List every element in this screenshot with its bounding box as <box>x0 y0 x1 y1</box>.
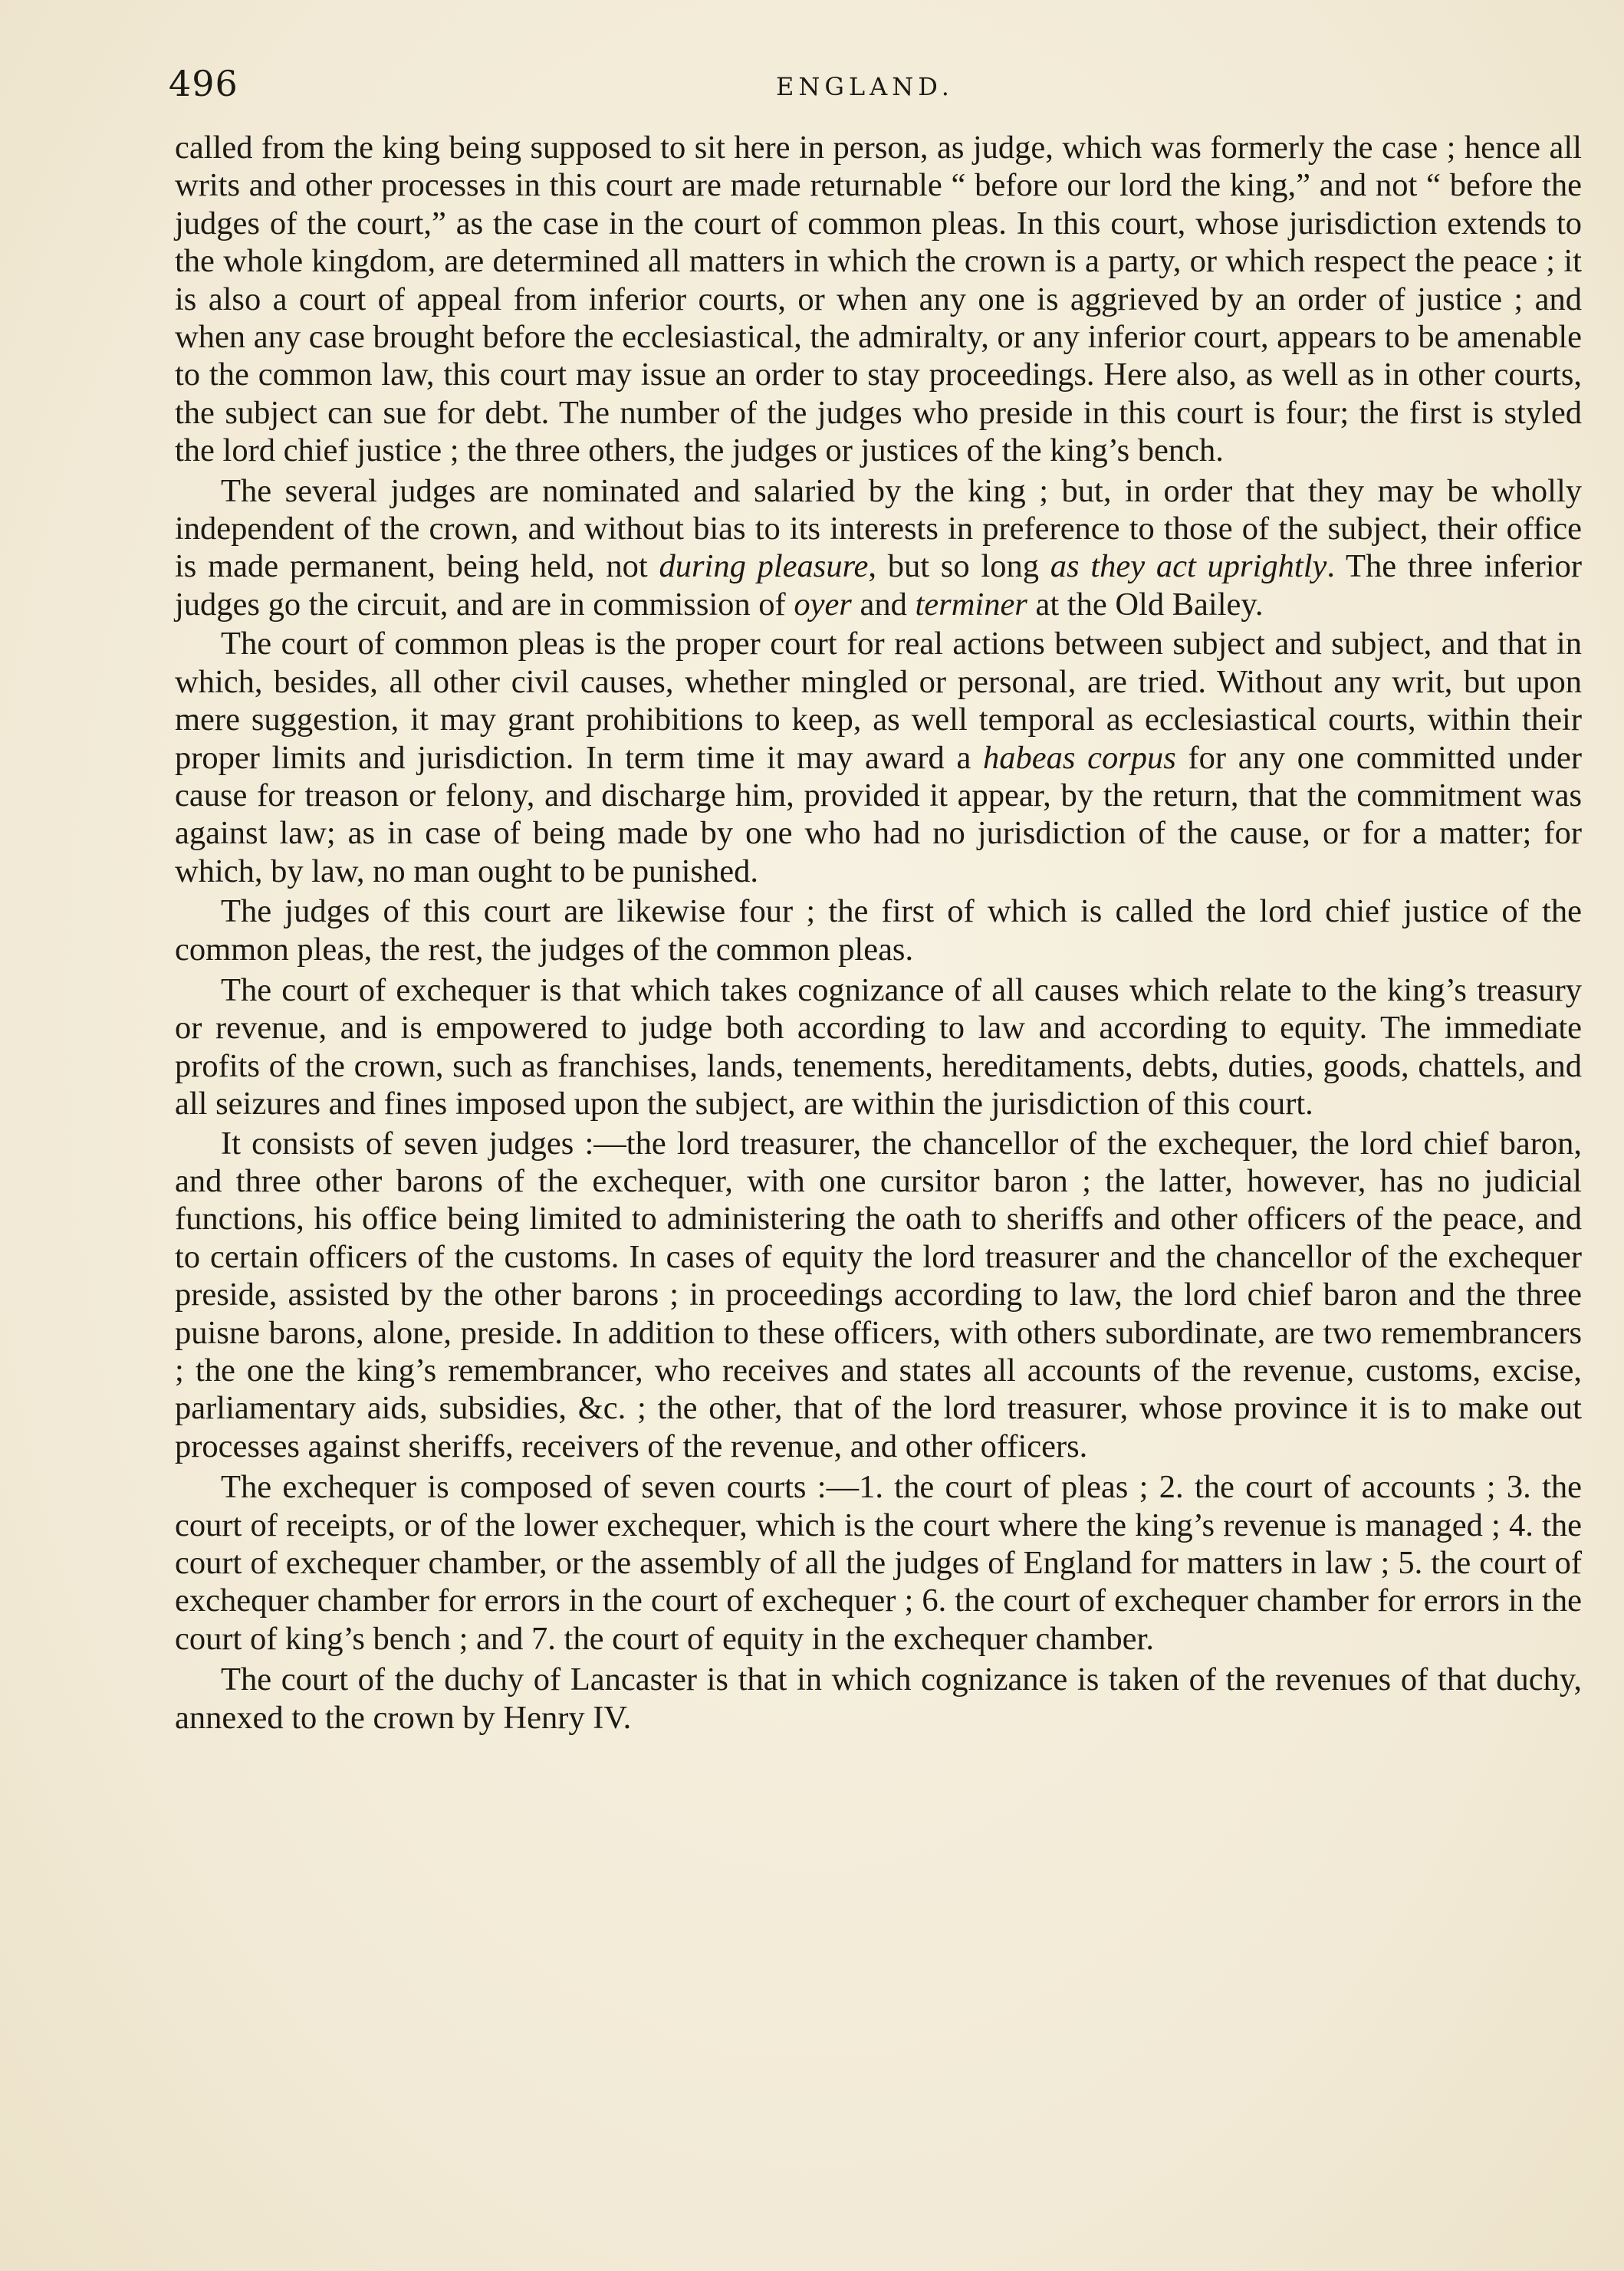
italic-phrase: habeas corpus <box>983 739 1176 776</box>
text-segment: The exchequer is composed of seven courts :—1. the court of pleas ; 2. the court of accounts ; 3. the court of receipts, or of the lower exchequer, which is the court where the king’s revenue is managed ; 4. the court of exchequer chamber, or the assembly of all the judges of England for matters in law ; 5. the court of exchequer chamber for errors in the court of exchequer ; 6. the court of exchequer chamber for errors in the court of king’s bench ; and 7. the court of equity in the exchequer chamber. <box>175 1469 1582 1657</box>
text-segment: The judges of this court are likewise four ; the first of which is called the lord chief justice of the common pleas, the rest, the judges of the common pleas. <box>175 893 1582 968</box>
running-title: ENGLAND. <box>776 72 954 101</box>
text-segment: called from the king being supposed to sit here in person, as judge, which was formerly the case ; hence all writs and other processes in this court are made returnable “ before our lord the king,” and not “ before the judges of the court,” as the case in the court of common pleas. In this court, whose jurisdiction extends to the whole kingdom, are determined all matters in which the crown is a party, or which respect the peace ; it is also a court of appeal from inferior courts, or when any one is aggrieved by an order of justice ; and when any case brought before the ecclesiastical, the admiralty, or any inferior court, appears to be amenable to the common law, this court may issue an order to stay proceedings. Here also, as well as in other courts, the subject can sue for debt. The number of the judges who preside in this court is four; the first is styled the lord chief justice ; the three others, the judges or justices of the king’s bench. <box>175 130 1582 469</box>
italic-phrase: during pleasure <box>659 548 869 585</box>
text-segment: It consists of seven judges :—the lord treasurer, the chancellor of the exchequer, the lord chief baron, and three other barons of the exchequer, with one cursitor baron ; the latter, however, has no judicial functions, his office being limited to administering the oath to sheriffs and other officers of the peace, and to certain officers of the customs. In cases of equity the lord treasurer and the chancellor of the exchequer preside, assisted by the other barons ; in proceedings according to law, the lord chief baron and the three puisne barons, alone, preside. In addition to these officers, with others subordinate, are two remembrancers ; the one the king’s remembrancer, who receives and states all accounts of the revenue, customs, excise, parliamentary aids, subsidies, &c. ; the other, that of the lord treasurer, whose province it is to make out processes against sheriffs, receivers of the revenue, and other officers. <box>175 1125 1582 1464</box>
paragraph-judges-of-common-pleas <box>175 892 1582 968</box>
paragraph-seven-courts <box>175 1468 1582 1658</box>
text-segment: at the Old Bailey. <box>1027 586 1264 623</box>
text-segment: for any one committed under cause for treason or felony, and discharge him, provided it appear, by the return, that the commitment was against law; as in case of being made by one who had no jurisdiction of the cause, or for a matter; for which, by law, no man ought to be punished. <box>175 739 1582 889</box>
text-segment: The several judges are nominated and salaried by the king ; but, in order that they may be wholly independent of the crown, and without bias to its interests in preference to those of the subject, their office is made permanent, being held, not <box>175 472 1582 585</box>
paragraph-court-of-exchequer <box>175 971 1582 1123</box>
page-number: 496 <box>169 63 238 104</box>
paragraph-duchy-of-lancaster <box>175 1661 1582 1737</box>
paragraph-kings-bench <box>175 129 1582 470</box>
text-segment: The court of exchequer is that which takes cognizance of all causes which relate to the king’s treasury or revenue, and is empowered to judge both according to law and according to equity. The immediate profits of the crown, such as franchises, lands, tenements, hereditaments, debts, duties, goods, chattels, and all seizures and fines imposed upon the subject, are within the jurisdiction of this court. <box>175 971 1582 1122</box>
paragraph-judges-nominated <box>175 472 1582 624</box>
body-text <box>175 129 1582 1737</box>
text-segment: , but so long <box>868 548 1050 585</box>
text-segment: and <box>851 586 916 623</box>
paragraph-seven-judges <box>175 1125 1582 1466</box>
text-segment: The court of common pleas is the proper court for real actions between subject and subject, and that in which, besides, all other civil causes, whether mingled or personal, are tried. Without any writ, but upon mere suggestion, it may grant prohibitions to keep, as well temporal as ecclesiastical courts, within their proper limits and jurisdiction. In term time it may award a <box>175 626 1582 776</box>
text-segment: . The three inferior judges go the circuit, and are in commission of <box>175 548 1582 623</box>
page-header <box>169 63 1580 109</box>
italic-phrase: as they act uprightly <box>1050 548 1327 585</box>
text-segment: The court of the duchy of Lancaster is that in which cognizance is taken of the revenues of that duchy, annexed to the crown by Henry IV. <box>175 1661 1582 1736</box>
italic-phrase: oyer <box>794 586 852 623</box>
paragraph-common-pleas <box>175 625 1582 890</box>
italic-phrase: terminer <box>915 586 1027 623</box>
